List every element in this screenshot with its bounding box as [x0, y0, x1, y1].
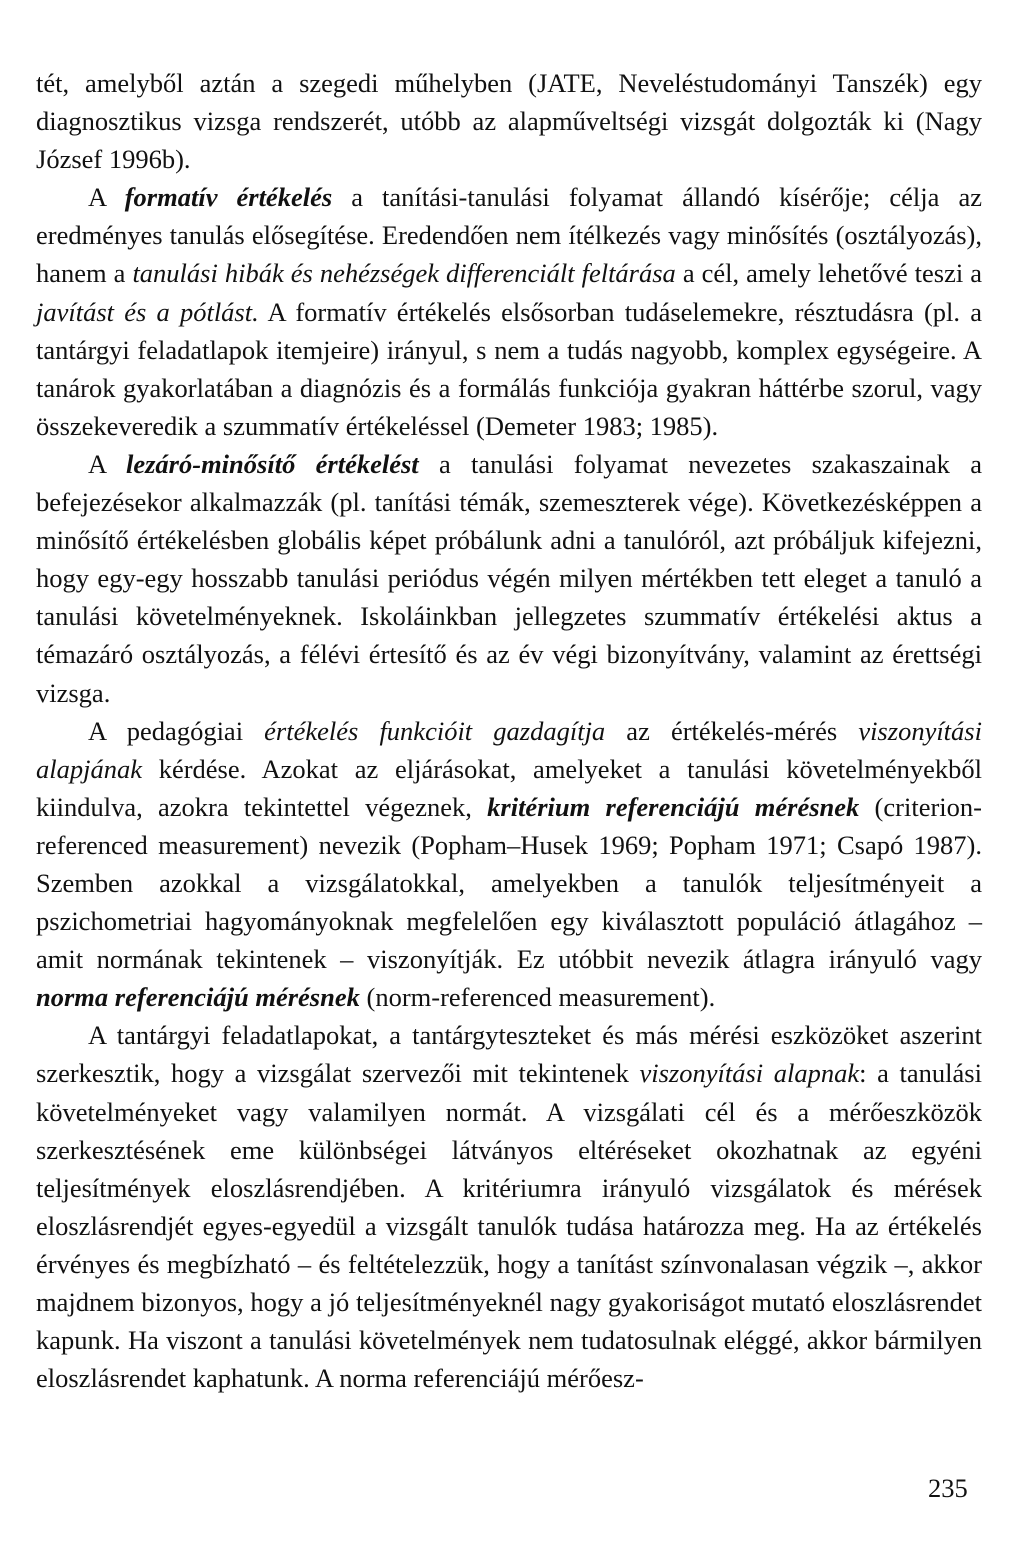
paragraph-1	[36, 64, 982, 178]
paragraph-text: : a tanulási követelményeket vagy valamilyen normát. A vizsgálati cél és a mérőeszközök szerkesztésének eme különbségei látványos eltéréseket okozhatnak az egyéni teljesítmények eloszlásrendjében. A kritériumra irányuló vizsgálatok és mérések eloszlásrendjét egyes-egyedül a vizsgált tanulók tudása határozza meg. Ha az értékelés érvényes és megbízható – és feltételezzük, hogy a tanítást színvonalasan végzik –, akkor majdnem bizonyos, hogy a jó teljesítményeknél nagy gyakoriságot mutató eloszlásrendet kapunk. Ha viszont a tanulási követelmények nem tudatosulnak eléggé, akkor bármilyen eloszlásrendet kaphatunk. A norma referenciájú mérőesz-	[36, 1058, 982, 1394]
term-formativ-ertekeles: formatív értékelés	[124, 182, 333, 213]
term-norma-referenciaju: norma referenciájú mérésnek	[36, 982, 360, 1013]
emphasis-text: javítást és a pótlást.	[36, 296, 259, 327]
emphasis-text: viszonyítási alapjának	[36, 715, 982, 784]
paragraph-text: A formatív értékelés elsősorban tudáselemekre, résztudásra (pl. a tantárgyi feladatlapok itemjeire) irányul, s nem a tudás nagyobb, komplex egységeire. A tanárok gyakorlatában a diagnózis és a formálás funkciója gyakran háttérbe szorul, vagy összekeveredik a szummatív értékeléssel (Demeter 1983; 1985).	[36, 296, 982, 441]
emphasis-text: viszonyítási alapnak	[639, 1058, 860, 1089]
paragraph-text: A pedagógiai	[88, 715, 265, 746]
term-kriterium-referenciaju: kritérium referenciájú mérésnek	[487, 791, 860, 822]
paragraph-2	[36, 178, 982, 445]
paragraph-5	[36, 1016, 982, 1397]
paragraph-text: kérdése. Azokat az eljárásokat, amelyeket a tanulási követelményekből kiindulva, azokra tekintettel végeznek,	[36, 753, 982, 822]
paragraph-text: (norm-referenced measurement).	[359, 982, 716, 1013]
paragraph-text: az értékelés-mérés	[605, 715, 859, 746]
emphasis-text: értékelés funkcióit gazdagítja	[264, 715, 606, 746]
paragraph-text: A	[88, 182, 125, 213]
paragraph-text: tét, amelyből aztán a szegedi műhelyben (JATE, Neveléstudományi Tanszék) egy diagnosztikus vizsga rendszerét, utóbb az alapműveltségi vizsgát dolgozták ki (Nagy József 1996b).	[36, 68, 982, 175]
page-body	[36, 64, 982, 1397]
term-lezaro-minosito: lezáró-minősítő értékelést	[126, 448, 419, 479]
paragraph-text: (criterion-referenced measurement) nevezik (Popham–Husek 1969; Popham 1971; Csapó 1987). Szemben azokkal a vizsgálatokkal, amelyekben a tanulók teljesítményeit a pszichometriai hagyományoknak megfelelően egy kiválasztott populáció átlagához – amit normának tekintenek – viszonyítják. Ez utóbbit nevezik átlagra irányuló vagy	[36, 791, 982, 975]
page-number: 235	[928, 1473, 968, 1503]
paragraph-4	[36, 712, 982, 1017]
paragraph-text: a cél, amely lehetővé teszi a	[675, 258, 982, 289]
paragraph-text: a tanulási folyamat nevezetes szakaszainak a befejezésekor alkalmazzák (pl. tanítási témák, szemeszterek vége). Következésképpen a minősítő értékelésben globális képet próbálunk adni a tanulóról, azt próbáljuk kifejezni, hogy egy-egy hosszabb tanulási periódus végén milyen mértékben tett eleget a tanuló a tanulási követelményeknek. Iskoláinkban jellegzetes szummatív értékelési aktus a témazáró osztályozás, a félévi értesítő és az év végi bizonyítvány, valamint az érettségi vizsga.	[36, 448, 982, 708]
paragraph-text: A tantárgyi feladatlapokat, a tantárgyteszteket és más mérési eszközöket aszerint szerkesztik, hogy a vizsgálat szervezői mit tekintenek	[36, 1020, 982, 1089]
emphasis-text: tanulási hibák és nehézségek differenciált feltárása	[132, 258, 676, 289]
paragraph-3	[36, 445, 982, 712]
paragraph-text: A	[88, 448, 126, 479]
paragraph-text: a tanítási-tanulási folyamat állandó kísérője; célja az eredményes tanulás elősegítése. Eredendően nem ítélkezés vagy minősítés (osztályozás), hanem a	[36, 182, 982, 289]
